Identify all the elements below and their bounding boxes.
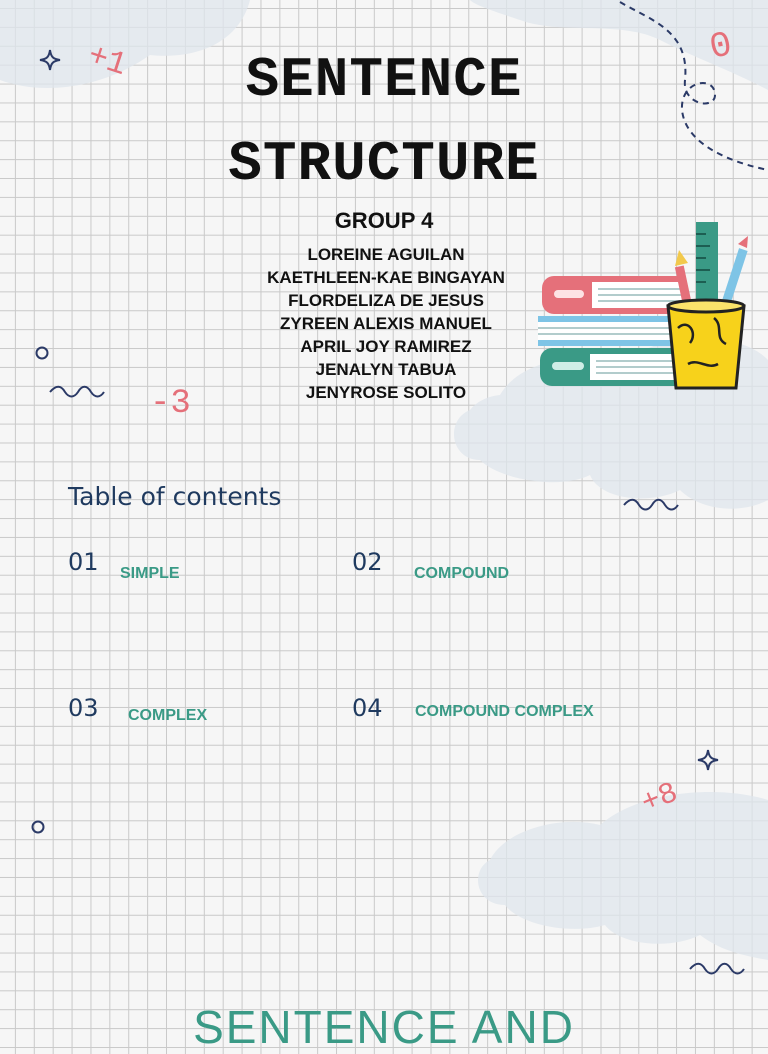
squiggle-icon: [48, 383, 106, 399]
zero-doodle: 0: [705, 24, 736, 69]
member-name: APRIL JOY RAMIREZ: [300, 337, 472, 356]
toc-number-01: 01: [68, 548, 99, 576]
toc-label-simple[interactable]: SIMPLE: [120, 565, 180, 582]
squiggle-icon: [688, 960, 748, 976]
plus-one-doodle: +1: [83, 36, 132, 85]
toc-label-compound[interactable]: COMPOUND: [414, 565, 510, 582]
member-name: LOREINE AGUILAN: [307, 245, 465, 264]
plus-eight-doodle: +8: [636, 776, 684, 822]
member-name: KAETHLEEN-KAE BINGAYAN: [267, 268, 505, 287]
circle-icon: [34, 345, 50, 361]
member-name: FLORDELIZA DE JESUS: [288, 291, 484, 310]
page-title-line-2: STRUCTURE: [228, 132, 540, 196]
member-name: ZYREEN ALEXIS MANUEL: [280, 314, 492, 333]
member-list: [230, 243, 542, 404]
page-title-line-1: SENTENCE: [245, 48, 523, 112]
sparkle-icon: [696, 748, 720, 772]
toc-number-02: 02: [352, 548, 383, 576]
books-and-pencil-cup-icon: [538, 218, 760, 390]
minus-three-doodle: -3: [150, 385, 191, 423]
squiggle-icon: [622, 496, 682, 512]
next-section-title: SENTENCE AND: [193, 1001, 575, 1053]
toc-number-04: 04: [352, 694, 383, 722]
member-name: JENYROSE SOLITO: [305, 383, 467, 402]
member-name: JENALYN TABUA: [315, 360, 457, 379]
group-title: GROUP 4: [334, 208, 434, 233]
circle-icon: [30, 819, 46, 835]
toc-label-complex[interactable]: COMPLEX: [128, 707, 208, 724]
toc-heading: Table of contents: [68, 482, 282, 511]
toc-number-03: 03: [68, 694, 99, 722]
toc-label-compound-complex[interactable]: COMPOUND COMPLEX: [415, 703, 594, 720]
